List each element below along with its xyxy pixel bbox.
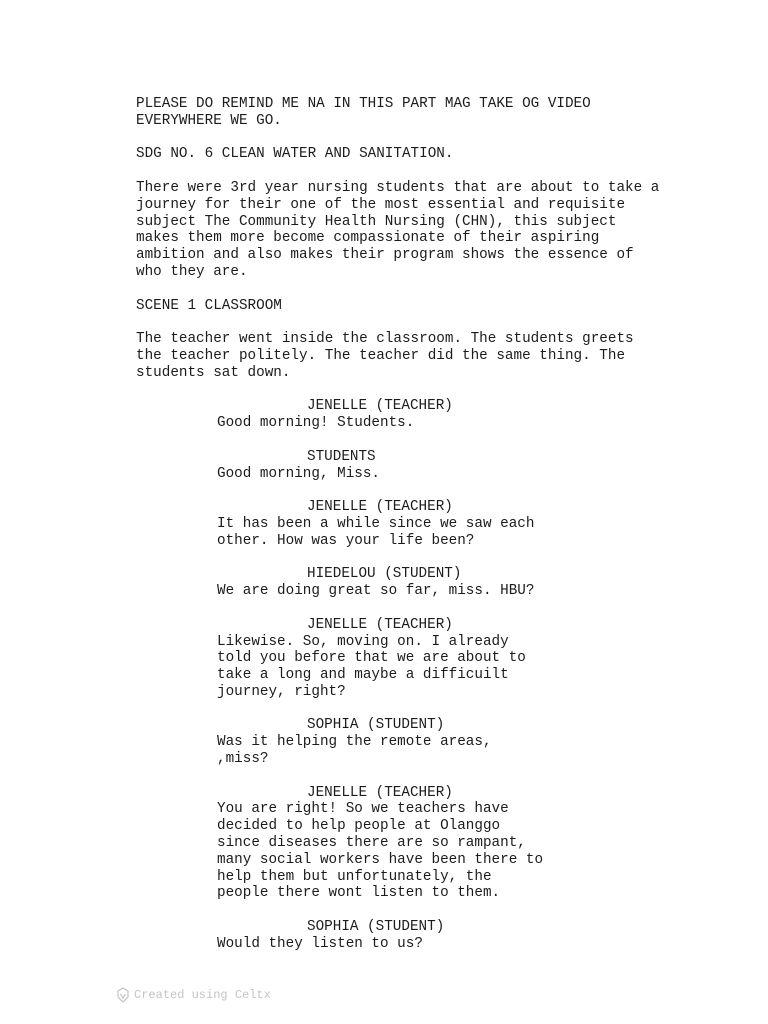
dialogue-line: Good morning, Miss.: [217, 465, 381, 482]
dialogue-block: [136, 617, 736, 701]
script-content: [136, 96, 736, 969]
footer-text: Created using Celtx: [134, 988, 271, 1002]
character-name: STUDENTS: [307, 448, 376, 465]
dialogue-line: many social workers have been there to: [217, 851, 544, 868]
dialogue-block: [136, 717, 736, 767]
dialogue-block: [136, 785, 736, 903]
dialogue-line: help them but unfortunately, the: [217, 868, 492, 885]
action-paragraph: [136, 146, 736, 163]
action-line: students sat down.: [136, 364, 291, 381]
action-line: There were 3rd year nursing students that are about to take a: [136, 179, 660, 196]
dialogue-line: since diseases there are so rampant,: [217, 835, 526, 852]
character-name: JENELLE (TEACHER): [307, 499, 453, 516]
action-paragraph: [136, 180, 736, 281]
dialogue-line: You are right! So we teachers have: [217, 801, 509, 818]
action-line: EVERYWHERE WE GO.: [136, 112, 282, 129]
action-paragraph: [136, 331, 736, 381]
character-name: SOPHIA (STUDENT): [307, 919, 445, 936]
dialogue-line: Would they listen to us?: [217, 935, 423, 952]
dialogue-line: Good morning! Students.: [217, 415, 415, 432]
dialogue-line: It has been a while since we saw each: [217, 515, 535, 532]
dialogue-block: [136, 499, 736, 549]
dialogue-line: Likewise. So, moving on. I already: [217, 633, 509, 650]
character-name: JENELLE (TEACHER): [307, 784, 453, 801]
character-name: SOPHIA (STUDENT): [307, 717, 445, 734]
dialogue-line: people there wont listen to them.: [217, 885, 501, 902]
character-name: JENELLE (TEACHER): [307, 398, 453, 415]
dialogue-line: decided to help people at Olanggo: [217, 818, 501, 835]
character-name: HIEDELOU (STUDENT): [307, 566, 462, 583]
dialogue-section: [136, 398, 736, 952]
dialogue-line: journey, right?: [217, 683, 346, 700]
action-line: ambition and also makes their program shows the essence of: [136, 247, 634, 264]
scene-intro: [136, 96, 736, 382]
action-line: the teacher politely. The teacher did the same thing. The: [136, 347, 626, 364]
dialogue-line: ,miss?: [217, 751, 269, 768]
action-line: SCENE 1 CLASSROOM: [136, 297, 282, 314]
footer-watermark: [116, 987, 271, 1003]
action-line: makes them more become compassionate of their aspiring: [136, 230, 600, 247]
action-line: SDG NO. 6 CLEAN WATER AND SANITATION.: [136, 146, 454, 163]
dialogue-block: [136, 566, 736, 600]
dialogue-line: other. How was your life been?: [217, 532, 475, 549]
dialogue-line: take a long and maybe a difficuilt: [217, 667, 509, 684]
dialogue-block: [136, 449, 736, 483]
dialogue-block: [136, 398, 736, 432]
action-paragraph: [136, 298, 736, 315]
action-paragraph: [136, 96, 736, 130]
action-line: journey for their one of the most essential and requisite: [136, 196, 626, 213]
action-line: The teacher went inside the classroom. The students greets: [136, 331, 634, 348]
dialogue-block: [136, 919, 736, 953]
dialogue-line: We are doing great so far, miss. HBU?: [217, 583, 535, 600]
dialogue-line: told you before that we are about to: [217, 650, 526, 667]
celtx-logo-icon: [116, 987, 130, 1003]
dialogue-line: Was it helping the remote areas,: [217, 734, 492, 751]
action-line: PLEASE DO REMIND ME NA IN THIS PART MAG TAKE OG VIDEO: [136, 96, 591, 112]
action-line: subject The Community Health Nursing (CHN), this subject: [136, 213, 617, 230]
action-line: who they are.: [136, 263, 248, 280]
character-name: JENELLE (TEACHER): [307, 616, 453, 633]
